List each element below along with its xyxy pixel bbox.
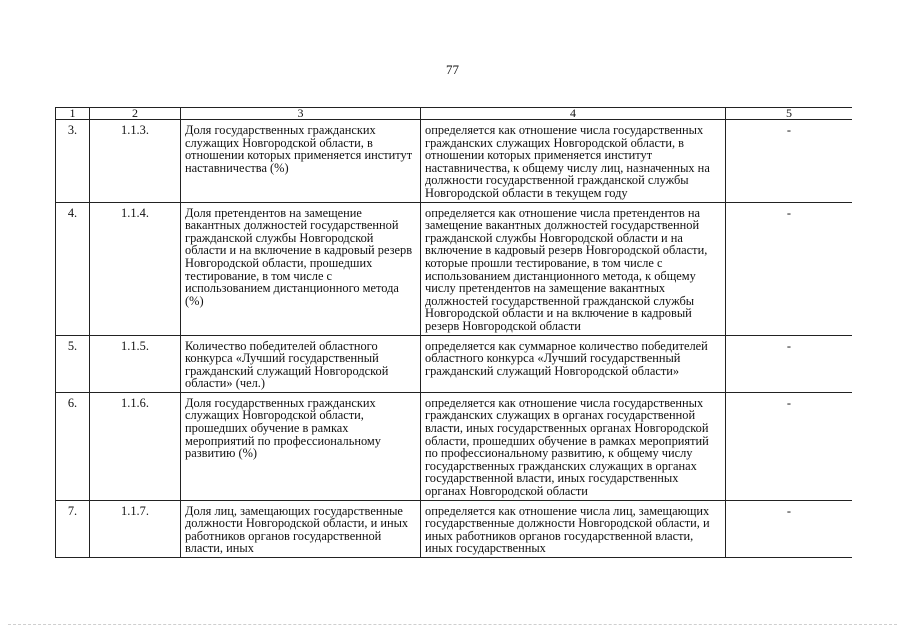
header-cell: 5 xyxy=(726,108,853,120)
table-body xyxy=(56,108,853,558)
indicator-name: Количество победителей областного конкурса «Лучший государственный гражданский служащий Новгородской области» (чел.) xyxy=(181,335,421,392)
calculation-method: определяется как отношение числа лиц, замещающих государственные должности Новгородской области, и иных работников органов государственной власти, иных государственных xyxy=(421,500,726,557)
indicator-code: 1.1.4. xyxy=(90,202,181,335)
indicator-name: Доля государственных гражданских служащих Новгородской области, в отношении которых применяется институт наставничества (%) xyxy=(181,120,421,203)
header-cell: 4 xyxy=(421,108,726,120)
row-number: 3. xyxy=(56,120,90,203)
page-bottom-divider xyxy=(8,624,897,626)
calculation-method: определяется как суммарное количество победителей областного конкурса «Лучший государственный гражданский служащий Новгородской области» xyxy=(421,335,726,392)
table-header-row xyxy=(56,108,853,120)
indicator-name: Доля претендентов на замещение вакантных должностей государственной гражданской службы Новгородской области и на включение в кадровый резерв Новгородской области, прошедших тестирование, в том числе с использованием дистанционного метода (%) xyxy=(181,202,421,335)
indicator-code: 1.1.5. xyxy=(90,335,181,392)
table-row xyxy=(56,335,853,392)
note-cell: - xyxy=(726,202,853,335)
indicator-name: Доля лиц, замещающих государственные должности Новгородской области, и иных работников органов государственной власти, иных xyxy=(181,500,421,557)
row-number: 5. xyxy=(56,335,90,392)
indicators-table-wrapper xyxy=(55,107,852,593)
table-row xyxy=(56,500,853,557)
indicator-code: 1.1.3. xyxy=(90,120,181,203)
table-row xyxy=(56,120,853,203)
page-number: 77 xyxy=(446,62,459,77)
row-number: 7. xyxy=(56,500,90,557)
note-cell: - xyxy=(726,500,853,557)
calculation-method: определяется как отношение числа государственных гражданских служащих Новгородской области, в отношении которых применяется институт наставничества, к общему числу лиц, назначенных на должности государственной гражданской службы Новгородской области в текущем году xyxy=(421,120,726,203)
row-number: 6. xyxy=(56,392,90,500)
row-number: 4. xyxy=(56,202,90,335)
header-cell: 3 xyxy=(181,108,421,120)
table-row xyxy=(56,202,853,335)
header-cell: 2 xyxy=(90,108,181,120)
indicator-code: 1.1.6. xyxy=(90,392,181,500)
indicators-table xyxy=(55,107,852,558)
note-cell: - xyxy=(726,392,853,500)
indicator-code: 1.1.7. xyxy=(90,500,181,557)
header-cell: 1 xyxy=(56,108,90,120)
indicator-name: Доля государственных гражданских служащих Новгородской области, прошедших обучение в рамках мероприятий по профессиональному развитию (%) xyxy=(181,392,421,500)
note-cell: - xyxy=(726,335,853,392)
calculation-method: определяется как отношение числа претендентов на замещение вакантных должностей государственной гражданской службы Новгородской области и на включение в кадровый резерв Новгородской области, которые прошли тестирование, в том числе с использованием дистанционного метода, к общему числу претендентов на замещение вакантных должностей государственной гражданской службы Новгородской области и на включение в кадровый резерв Новгородской области xyxy=(421,202,726,335)
calculation-method: определяется как отношение числа государственных гражданских служащих в органах государственной власти, иных государственных органах Новгородской области, прошедших обучение в рамках мероприятий по профессиональному развитию, к общему числу государственных гражданских служащих в органах государственной власти, иных государственных органах Новгородской области xyxy=(421,392,726,500)
table-row xyxy=(56,392,853,500)
note-cell: - xyxy=(726,120,853,203)
